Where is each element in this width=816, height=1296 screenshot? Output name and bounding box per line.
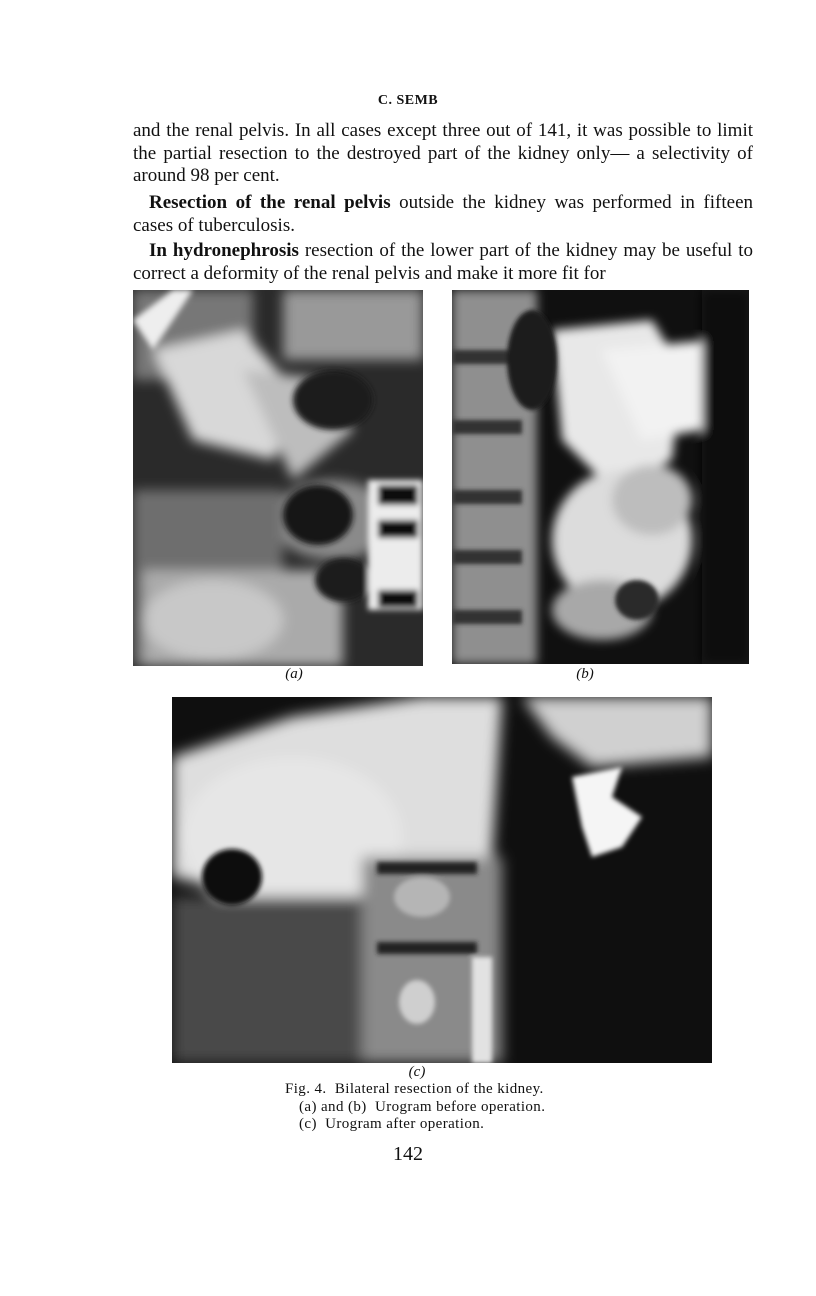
- paragraph-2-text: outside the kidney was performed in fifteen cases of tuberculosis.: [133, 192, 754, 236]
- paragraph-1: and the renal pelvis. In all cases except three out of 141, it was possible to limit the partial resection to the destroyed part of the kidney only— a selectivity of around 98 per cent.: [133, 120, 753, 186]
- figure-caption-line-2: (a) and (b) Urogram before operation.: [299, 1099, 546, 1115]
- paragraph-2: [133, 192, 753, 237]
- figure-caption-line-3: (c) Urogram after operation.: [299, 1116, 485, 1132]
- paragraph-3-text: resection of the lower part of the kidney may be useful to correct a deformity of the renal pelvis and make it more fit for: [133, 240, 753, 284]
- figure-label-c: (c): [408, 1064, 426, 1080]
- page-number: 142: [393, 1143, 423, 1165]
- figure-caption-title: Fig. 4. Bilateral resection of the kidney.: [285, 1081, 544, 1097]
- xray-image-a: [133, 290, 423, 666]
- paragraph-3-heading: In hydronephrosis: [149, 240, 299, 261]
- figure-label-a: (a): [285, 666, 303, 682]
- xray-image-b: [452, 290, 749, 664]
- figure-label-b: (b): [576, 666, 594, 682]
- xray-image-c: [172, 697, 712, 1063]
- paragraph-3: [133, 240, 753, 285]
- paragraph-2-heading: Resection of the renal pelvis: [149, 192, 391, 213]
- running-head: C. SEMB: [377, 93, 439, 108]
